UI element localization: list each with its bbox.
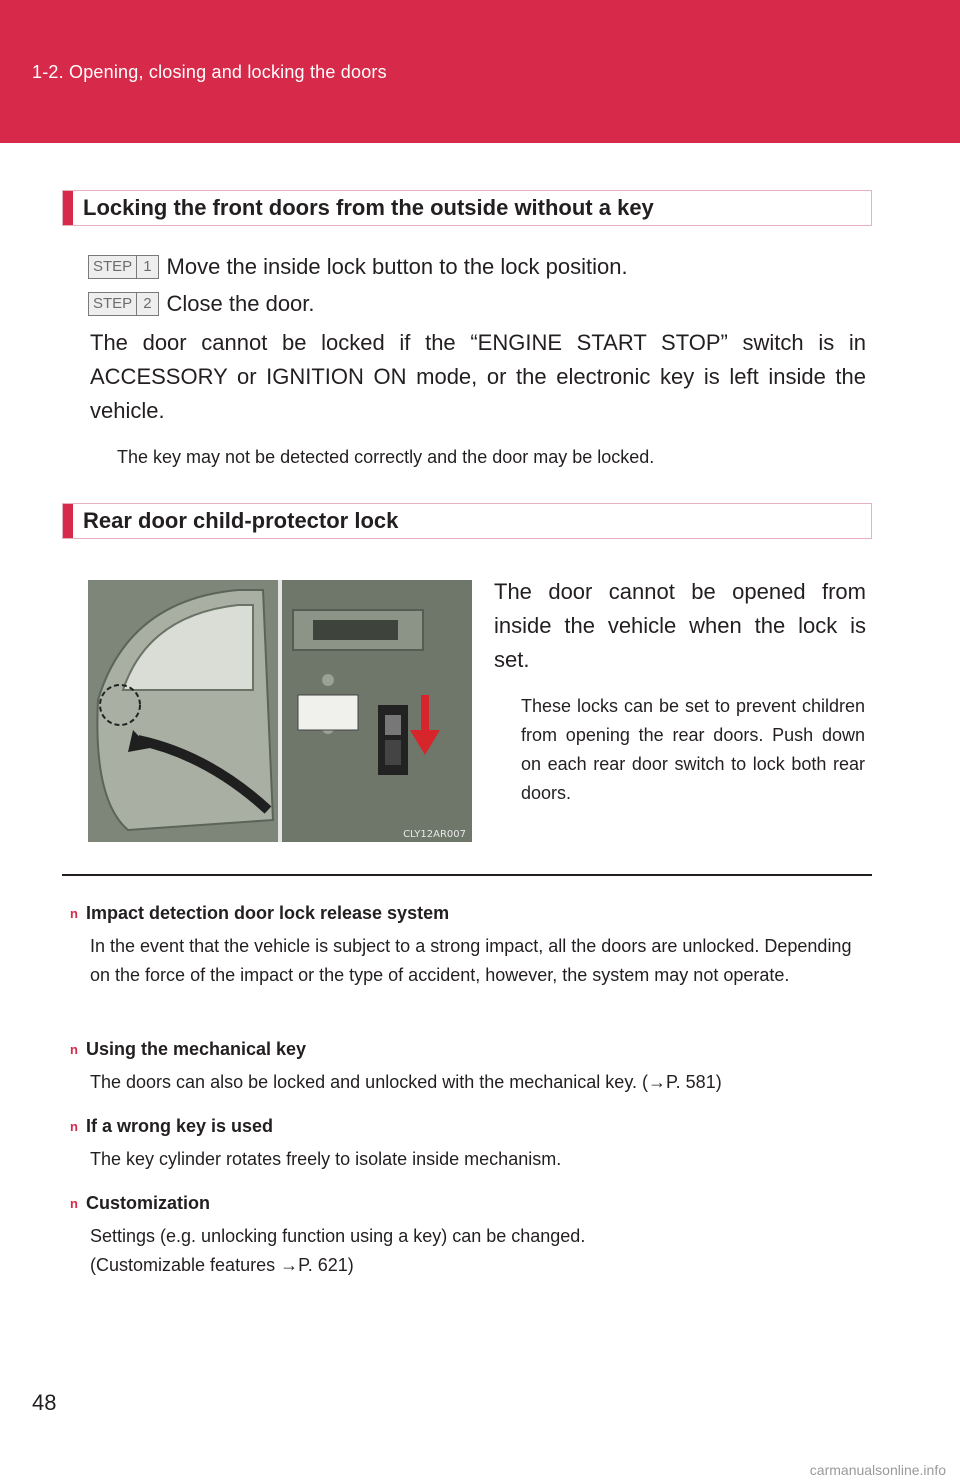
figure-code: CLY12AR007 (403, 829, 466, 840)
bullet-icon: n (70, 1119, 78, 1134)
breadcrumb: 1-2. Opening, closing and locking the doors (32, 62, 387, 82)
note-body: In the event that the vehicle is subject to a strong impact, all the doors are unlocked. Depending on the force of the impact or the type of accident, however, the system may not operate. (90, 936, 852, 985)
section-title: Rear door child-protector lock (83, 508, 399, 533)
chapter-header (0, 0, 960, 143)
child-lock-description: The door cannot be opened from inside the vehicle when the lock is set. (494, 579, 866, 672)
note-body: The doors can also be locked and unlocked with the mechanical key. (→P. 581) (90, 1072, 722, 1092)
heading-accent-bar (63, 191, 73, 225)
note-customization (70, 1193, 870, 1280)
note-mechanical-key (70, 1039, 870, 1097)
step-badge: STEP 1 (88, 255, 159, 279)
step-text: Move the inside lock button to the lock position. (166, 254, 628, 279)
section-divider (62, 874, 872, 876)
note-body: The key cylinder rotates freely to isolate inside mechanism. (90, 1149, 562, 1169)
page-number: 48 (32, 1390, 57, 1415)
child-lock-illustration (88, 580, 472, 842)
section-heading-child-lock (62, 503, 872, 539)
heading-accent-bar (63, 504, 73, 538)
step-text: Close the door. (166, 291, 315, 316)
note-title: Using the mechanical key (85, 1039, 307, 1059)
section-title: Locking the front doors from the outside without a key (83, 195, 654, 220)
section-heading-front-doors (62, 190, 872, 226)
watermark: carmanualsonline.info (809, 1462, 946, 1478)
child-lock-note: These locks can be set to prevent children from opening the rear doors. Push down on each rear door switch to lock both rear doors. (521, 696, 865, 803)
bullet-icon: n (70, 1196, 78, 1211)
note-body: Settings (e.g. unlocking function using a key) can be changed. (Customizable features →P. 621) (90, 1226, 586, 1275)
note-wrong-key (70, 1116, 870, 1174)
bullet-icon: n (70, 906, 78, 921)
key-detection-note: The key may not be detected correctly and the door may be locked. (117, 447, 655, 467)
note-title: Customization (85, 1193, 210, 1213)
step-badge: STEP 2 (88, 292, 159, 316)
door-photo-graphic (88, 580, 472, 842)
note-impact-detection (70, 903, 870, 990)
lock-condition-paragraph: The door cannot be locked if the “ENGINE START STOP” switch is in ACCESSORY or IGNITION ON mode, or the electronic key is left inside the vehicle. (90, 330, 866, 423)
step-1 (88, 255, 628, 279)
note-title: If a wrong key is used (85, 1116, 274, 1136)
bullet-icon: n (70, 1042, 78, 1057)
step-2 (88, 292, 315, 316)
note-title: Impact detection door lock release system (85, 903, 450, 923)
